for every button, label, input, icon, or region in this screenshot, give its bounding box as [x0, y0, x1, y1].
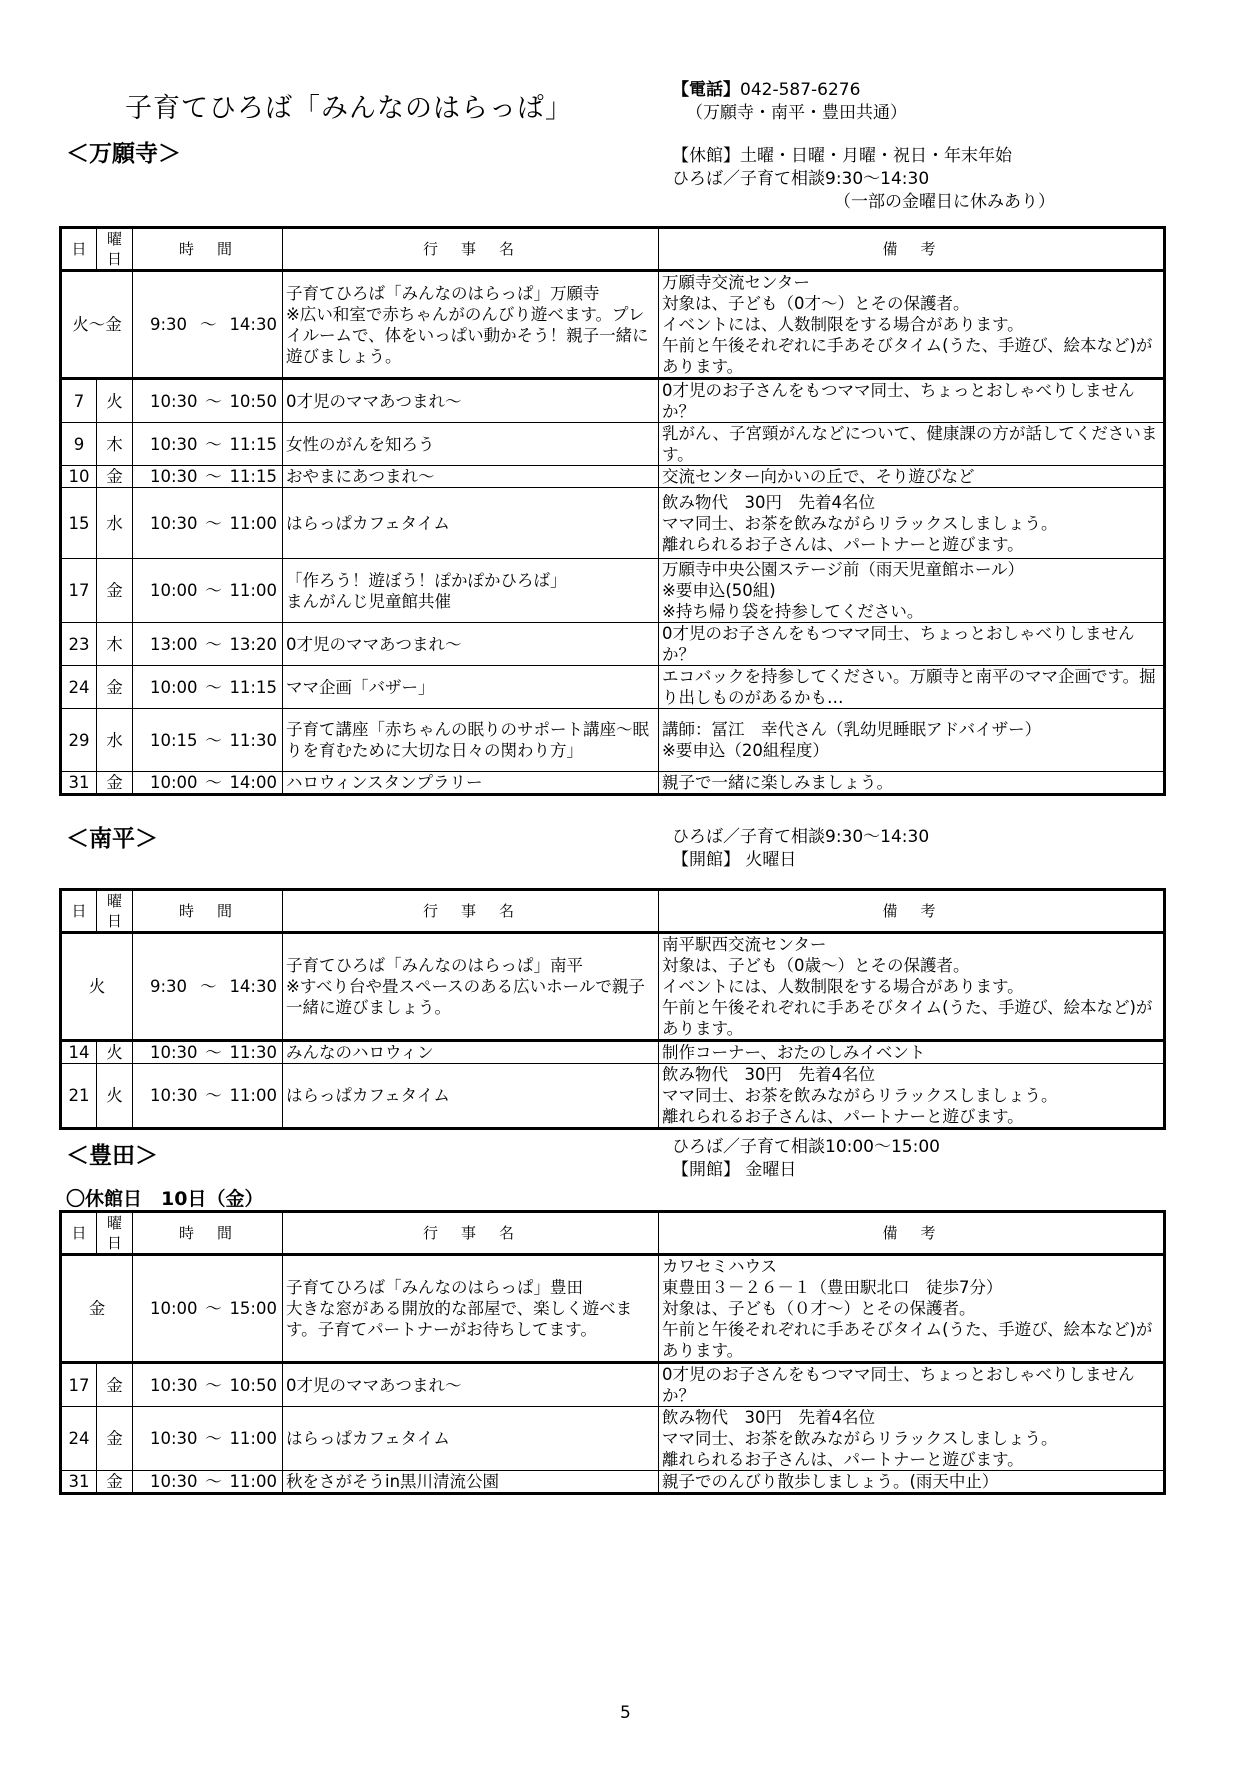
- notes-cell: エコバックを持参してください。万願寺と南平のママ企画です。掘り出しものがあるかも…: [659, 666, 1165, 709]
- time-range: [136, 434, 279, 455]
- time-cell: [133, 488, 283, 559]
- event-cell: おやまにあつまれ～: [283, 466, 659, 488]
- table-row: [61, 772, 1165, 795]
- time-separator: ～: [205, 1429, 222, 1448]
- time-cell: [133, 666, 283, 709]
- event-cell: 0才児のママあつまれ～: [283, 379, 659, 423]
- end-time: 14:30: [229, 315, 277, 334]
- time-range: [136, 677, 279, 698]
- table-header-row: [61, 1212, 1165, 1255]
- time-cell: [133, 772, 283, 795]
- event-cell: はらっぱカフェタイム: [283, 1407, 659, 1471]
- toyoda-hours: ひろば／子育て相談10:00～15:00: [672, 1137, 940, 1157]
- start-time: 10:15: [150, 730, 198, 750]
- day-cell: 15: [61, 488, 97, 559]
- time-separator: ～: [205, 391, 222, 411]
- day-cell: 14: [61, 1041, 97, 1064]
- time-range: [136, 730, 279, 751]
- section-title-toyoda: ＜豊田＞: [66, 1143, 158, 1169]
- start-time: 10:30: [150, 1472, 198, 1491]
- start-time: 10:00: [150, 581, 198, 600]
- event-cell: はらっぱカフェタイム: [283, 488, 659, 559]
- table-row: [61, 933, 1165, 1041]
- end-time: 14:00: [229, 773, 277, 792]
- toyoda-closed-day: 〇休館日 10日（金）: [66, 1188, 264, 1210]
- notes-cell: 乳がん、子宮頸がんなどについて、健康課の方が話してくださいます。: [659, 423, 1165, 466]
- weekday-cell: 金: [97, 666, 133, 709]
- table-row: [61, 559, 1165, 623]
- table-row: [61, 379, 1165, 423]
- time-cell: [133, 379, 283, 423]
- time-range: [136, 976, 279, 997]
- time-cell: [133, 1471, 283, 1494]
- section-title-minamidaira: ＜南平＞: [66, 826, 158, 852]
- time-cell: [133, 271, 283, 379]
- end-time: 14:30: [229, 977, 277, 996]
- section-title-manganji: ＜万願寺＞: [66, 141, 181, 167]
- end-time: 11:30: [229, 1043, 277, 1062]
- notes-cell: 飲み物代 30円 先着4名位 ママ同士、お茶を飲みながらリラックスしましょう。 離れられるお子さんは、パートナーと遊びます。: [659, 1407, 1165, 1471]
- weekday-cell: 金: [97, 772, 133, 795]
- toyoda-open: 【開館】 金曜日: [672, 1160, 797, 1180]
- day-cell: 17: [61, 559, 97, 623]
- time-range: [136, 1042, 279, 1063]
- header-notes: 備 考: [659, 228, 1165, 271]
- time-range: [136, 1085, 279, 1106]
- phone-line: [672, 79, 860, 101]
- header-time: 時 間: [133, 890, 283, 933]
- time-separator: ～: [205, 730, 222, 750]
- notes-cell: 南平駅西交流センター 対象は、子ども（0歳～）とその保護者。 イベントには、人数制限をする場合があります。 午前と午後それぞれに手あそびタイム(うた、手遊び、絵本など)があります。: [659, 933, 1165, 1041]
- phone-number: 042-587-6276: [740, 80, 861, 100]
- notes-cell: 制作コーナー、おたのしみイベント: [659, 1041, 1165, 1064]
- table-row: [61, 1407, 1165, 1471]
- start-time: 10:30: [150, 1375, 198, 1395]
- time-separator: ～: [205, 634, 222, 654]
- event-cell: 子育てひろば「みんなのはらっぱ」万願寺 ※広い和室で赤ちゃんがのんびり遊べます。プレイルームで、体をいっぱい動かそう！親子一緒に遊びましょう。: [283, 271, 659, 379]
- header-notes: 備 考: [659, 1212, 1165, 1255]
- time-separator: ～: [205, 513, 222, 533]
- notes-cell: 万願寺交流センター 対象は、子ども（0才～）とその保護者。 イベントには、人数制限をする場合があります。 午前と午後それぞれに手あそびタイム(うた、手遊び、絵本など)があります。: [659, 271, 1165, 379]
- manganji-hours-note: （一部の金曜日に休みあり）: [834, 192, 1055, 212]
- weekday-cell: 水: [97, 709, 133, 772]
- end-time: 11:00: [229, 513, 277, 533]
- day-cell: 9: [61, 423, 97, 466]
- time-range: [136, 314, 279, 335]
- event-cell: みんなのハロウィン: [283, 1041, 659, 1064]
- phone-note: （万願寺・南平・豊田共通）: [686, 103, 907, 123]
- notes-cell: 万願寺中央公園ステージ前（雨天児童館ホール） ※要申込(50組) ※持ち帰り袋を持参してください。: [659, 559, 1165, 623]
- event-cell: ハロウィンスタンプラリー: [283, 772, 659, 795]
- start-time: 10:30: [150, 1043, 198, 1062]
- header-day: 日: [61, 890, 97, 933]
- start-time: 10:30: [150, 1429, 198, 1448]
- time-cell: [133, 1363, 283, 1407]
- header-day: 日: [61, 1212, 97, 1255]
- weekday-cell: 金: [97, 1363, 133, 1407]
- day-cell: 24: [61, 1407, 97, 1471]
- table-row: [61, 423, 1165, 466]
- weekday-cell: 火: [97, 379, 133, 423]
- event-cell: 子育てひろば「みんなのはらっぱ」南平 ※すべり台や畳スペースのある広いホールで親子一緒に遊びましょう。: [283, 933, 659, 1041]
- time-cell: [133, 1041, 283, 1064]
- header-event: 行 事 名: [283, 228, 659, 271]
- header-day: 日: [61, 228, 97, 271]
- time-separator: ～: [200, 315, 217, 334]
- notes-cell: 飲み物代 30円 先着4名位 ママ同士、お茶を飲みながらリラックスしましょう。 離れられるお子さんは、パートナーと遊びます。: [659, 1064, 1165, 1129]
- notes-cell: 親子で一緒に楽しみましょう。: [659, 772, 1165, 795]
- time-cell: [133, 709, 283, 772]
- time-cell: [133, 559, 283, 623]
- start-time: 10:00: [150, 1299, 198, 1318]
- schedule-table-minamidaira: [59, 888, 1166, 1130]
- table-row: [61, 1064, 1165, 1129]
- end-time: 11:15: [229, 467, 277, 486]
- schedule-table-manganji: [59, 226, 1166, 796]
- time-range: [136, 1298, 279, 1319]
- time-cell: [133, 933, 283, 1041]
- day-cell: 29: [61, 709, 97, 772]
- table-row: [61, 1471, 1165, 1494]
- weekday-cell: 火: [97, 1041, 133, 1064]
- header-notes: 備 考: [659, 890, 1165, 933]
- weekday-cell: 木: [97, 623, 133, 666]
- start-time: 10:30: [150, 467, 198, 486]
- time-range: [136, 466, 279, 487]
- day-cell: 31: [61, 1471, 97, 1494]
- event-cell: 0才児のママあつまれ～: [283, 623, 659, 666]
- day-cell: 金: [61, 1255, 133, 1363]
- phone-label: 【電話】: [672, 80, 740, 100]
- end-time: 11:00: [229, 1429, 277, 1448]
- end-time: 11:30: [229, 730, 277, 750]
- notes-cell: 講師：冨江 幸代さん（乳幼児睡眠アドバイザー） ※要申込（20組程度）: [659, 709, 1165, 772]
- page-title: 子育てひろば「みんなのはらっぱ」: [125, 93, 573, 124]
- header-weekday: 曜日: [97, 228, 133, 271]
- time-cell: [133, 623, 283, 666]
- time-cell: [133, 1255, 283, 1363]
- table-row: [61, 1041, 1165, 1064]
- minamidaira-open: 【開館】 火曜日: [672, 850, 797, 870]
- time-cell: [133, 1407, 283, 1471]
- time-separator: ～: [205, 1086, 222, 1105]
- table-header-row: [61, 890, 1165, 933]
- time-separator: ～: [205, 677, 222, 697]
- day-cell: 17: [61, 1363, 97, 1407]
- event-cell: 「作ろう！遊ぼう！ぽかぽかひろば」 まんがんじ児童館共催: [283, 559, 659, 623]
- day-cell: 火: [61, 933, 133, 1041]
- start-time: 10:30: [150, 391, 198, 411]
- time-range: [136, 1471, 279, 1492]
- table-row: [61, 271, 1165, 379]
- start-time: 10:30: [150, 434, 198, 454]
- notes-cell: 親子でのんびり散歩しましょう。(雨天中止）: [659, 1471, 1165, 1494]
- event-cell: 秋をさがそうin黒川清流公園: [283, 1471, 659, 1494]
- table-row: [61, 488, 1165, 559]
- start-time: 9:30: [150, 315, 188, 334]
- notes-cell: 飲み物代 30円 先着4名位 ママ同士、お茶を飲みながらリラックスしましょう。 離れられるお子さんは、パートナーと遊びます。: [659, 488, 1165, 559]
- header-weekday: 曜日: [97, 890, 133, 933]
- time-separator: ～: [205, 434, 222, 454]
- page-number: 5: [620, 1703, 631, 1723]
- day-cell: 火～金: [61, 271, 133, 379]
- header-weekday: 曜日: [97, 1212, 133, 1255]
- table-row: [61, 623, 1165, 666]
- time-cell: [133, 1064, 283, 1129]
- day-cell: 24: [61, 666, 97, 709]
- weekday-cell: 水: [97, 488, 133, 559]
- notes-cell: 交流センター向かいの丘で、そり遊びなど: [659, 466, 1165, 488]
- end-time: 15:00: [229, 1299, 277, 1318]
- day-cell: 31: [61, 772, 97, 795]
- time-range: [136, 634, 279, 655]
- weekday-cell: 金: [97, 1471, 133, 1494]
- weekday-cell: 木: [97, 423, 133, 466]
- start-time: 10:30: [150, 1086, 198, 1105]
- end-time: 13:20: [229, 634, 277, 654]
- start-time: 10:00: [150, 773, 198, 792]
- time-separator: ～: [205, 1299, 222, 1318]
- day-cell: 23: [61, 623, 97, 666]
- table-row: [61, 1363, 1165, 1407]
- end-time: 11:00: [229, 1086, 277, 1105]
- manganji-closed: 【休館】土曜・日曜・月曜・祝日・年末年始: [672, 146, 1012, 166]
- time-range: [136, 580, 279, 601]
- end-time: 10:50: [229, 1375, 277, 1395]
- day-cell: 7: [61, 379, 97, 423]
- time-range: [136, 391, 279, 412]
- manganji-hours: ひろば／子育て相談9:30～14:30: [672, 169, 930, 189]
- notes-cell: カワセミハウス 東豊田３－２６－１（豊田駅北口 徒歩7分） 対象は、子ども（０才～）とその保護者。 午前と午後それぞれに手あそびタイム(うた、手遊び、絵本など)があります。: [659, 1255, 1165, 1363]
- event-cell: 子育てひろば「みんなのはらっぱ」豊田 大きな窓がある開放的な部屋で、楽しく遊べます。子育てパートナーがお待ちしてます。: [283, 1255, 659, 1363]
- table-row: [61, 709, 1165, 772]
- weekday-cell: 火: [97, 1064, 133, 1129]
- header-time: 時 間: [133, 1212, 283, 1255]
- time-separator: ～: [205, 1375, 222, 1395]
- event-cell: 女性のがんを知ろう: [283, 423, 659, 466]
- time-range: [136, 772, 279, 793]
- time-separator: ～: [205, 581, 222, 600]
- time-separator: ～: [205, 467, 222, 486]
- time-cell: [133, 466, 283, 488]
- weekday-cell: 金: [97, 559, 133, 623]
- time-range: [136, 513, 279, 534]
- end-time: 10:50: [229, 391, 277, 411]
- time-separator: ～: [205, 773, 222, 792]
- notes-cell: 0才児のお子さんをもつママ同士、ちょっとおしゃべりしませんか？: [659, 1363, 1165, 1407]
- time-range: [136, 1375, 279, 1396]
- end-time: 11:15: [229, 434, 277, 454]
- event-cell: 子育て講座「赤ちゃんの眠りのサポート講座～眠りを育むために大切な日々の関わり方」: [283, 709, 659, 772]
- start-time: 10:00: [150, 677, 198, 697]
- minamidaira-hours: ひろば／子育て相談9:30～14:30: [672, 827, 930, 847]
- header-event: 行 事 名: [283, 1212, 659, 1255]
- event-cell: 0才児のママあつまれ～: [283, 1363, 659, 1407]
- weekday-cell: 金: [97, 466, 133, 488]
- weekday-cell: 金: [97, 1407, 133, 1471]
- header-event: 行 事 名: [283, 890, 659, 933]
- event-cell: はらっぱカフェタイム: [283, 1064, 659, 1129]
- table-row: [61, 1255, 1165, 1363]
- notes-cell: 0才児のお子さんをもつママ同士、ちょっとおしゃべりしませんか？: [659, 623, 1165, 666]
- time-range: [136, 1428, 279, 1449]
- table-header-row: [61, 228, 1165, 271]
- start-time: 10:30: [150, 513, 198, 533]
- end-time: 11:00: [229, 581, 277, 600]
- time-separator: ～: [205, 1472, 222, 1491]
- start-time: 9:30: [150, 977, 188, 996]
- table-row: [61, 666, 1165, 709]
- schedule-table-toyoda: [59, 1210, 1166, 1495]
- event-cell: ママ企画「バザー」: [283, 666, 659, 709]
- time-separator: ～: [205, 1043, 222, 1062]
- header-time: 時 間: [133, 228, 283, 271]
- end-time: 11:15: [229, 677, 277, 697]
- day-cell: 21: [61, 1064, 97, 1129]
- time-cell: [133, 423, 283, 466]
- notes-cell: 0才児のお子さんをもつママ同士、ちょっとおしゃべりしませんか？: [659, 379, 1165, 423]
- time-separator: ～: [200, 977, 217, 996]
- day-cell: 10: [61, 466, 97, 488]
- start-time: 13:00: [150, 634, 198, 654]
- table-row: [61, 466, 1165, 488]
- end-time: 11:00: [229, 1472, 277, 1491]
